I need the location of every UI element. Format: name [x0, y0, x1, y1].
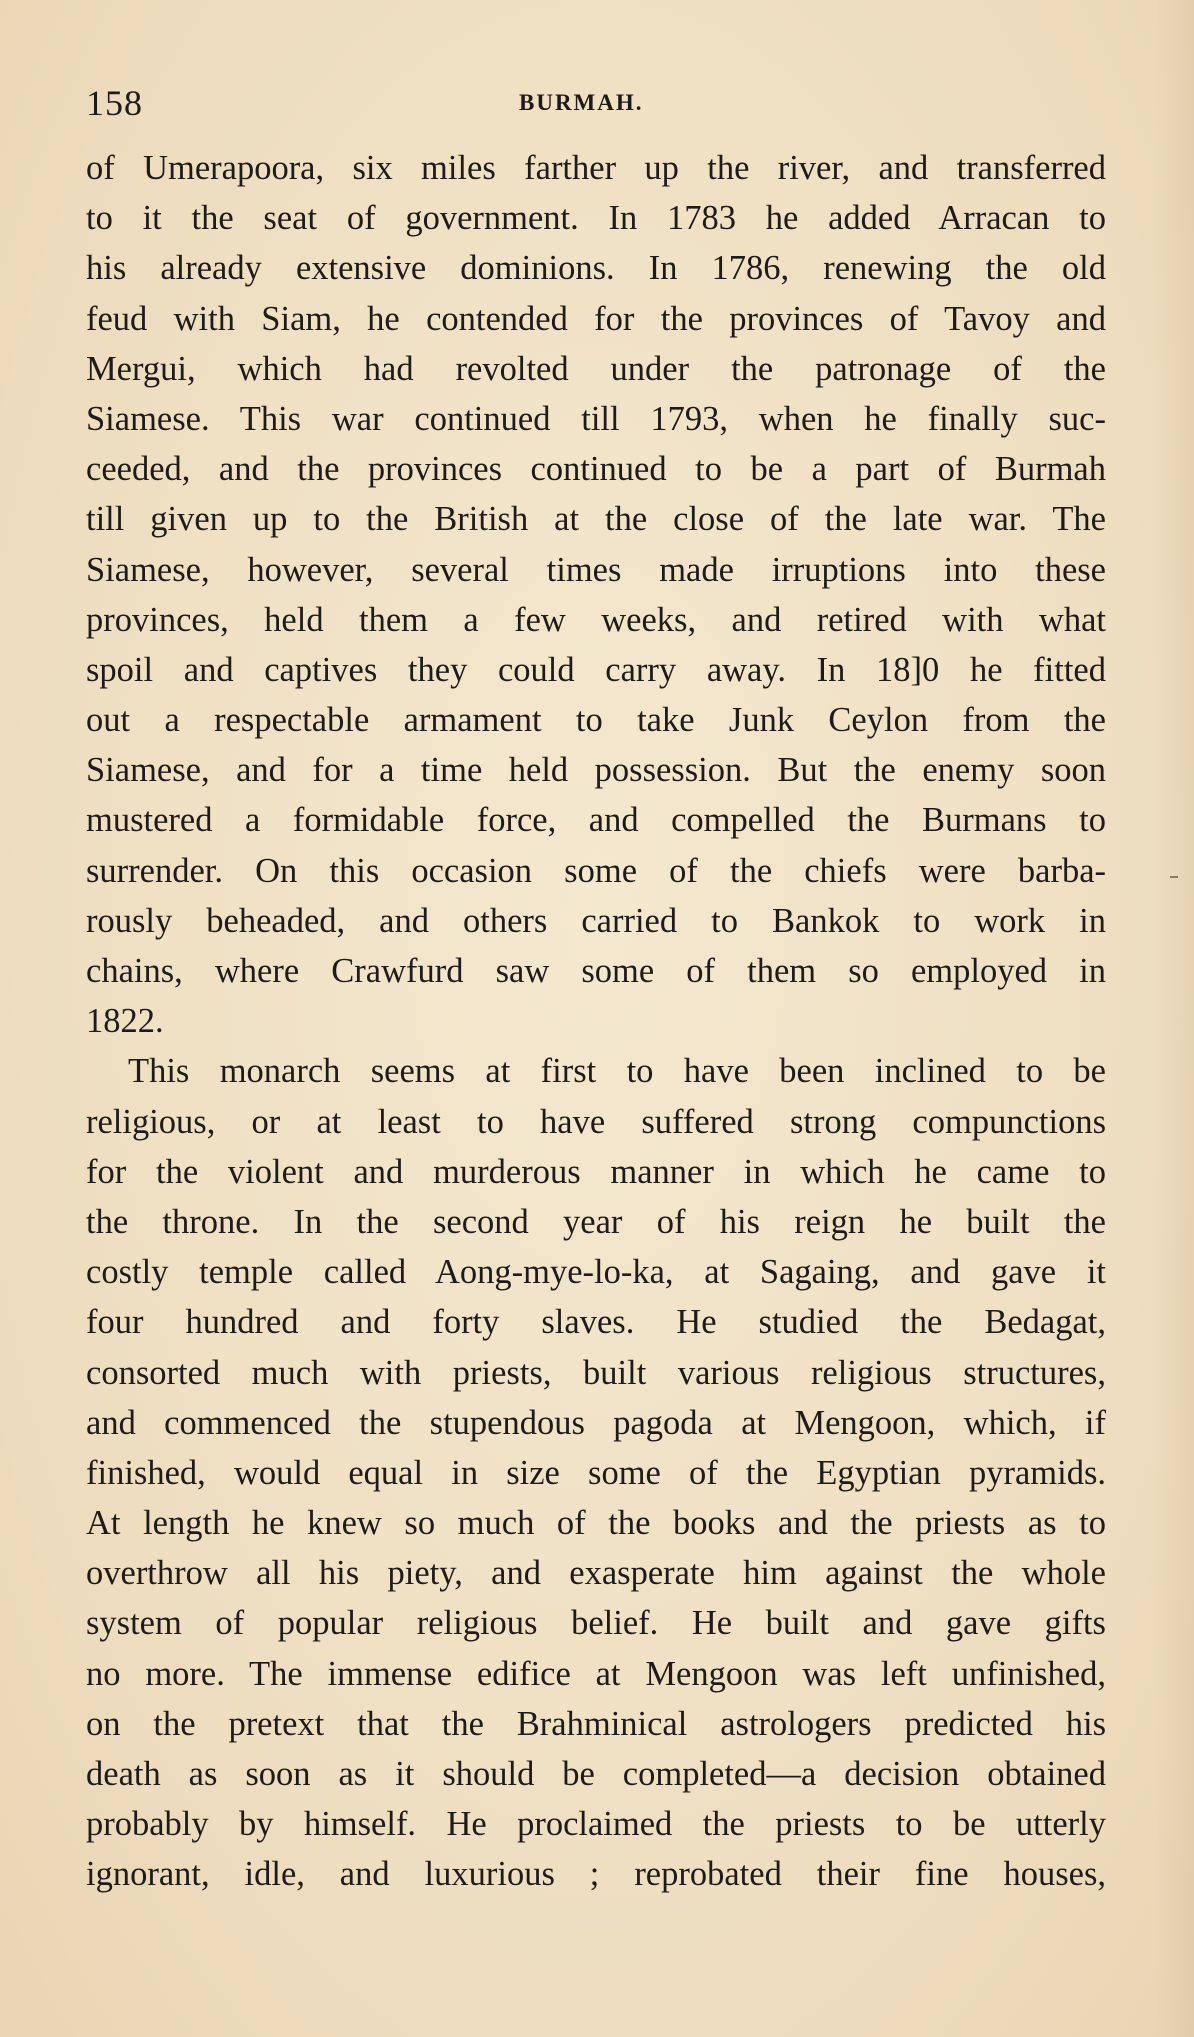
- text-line: out a respectable armament to take Junk Ceylon from the: [86, 701, 1106, 740]
- text-line: ceeded, and the provinces continued to be a part of Burmah: [86, 450, 1106, 489]
- text-line: probably by himself. He proclaimed the priests to be utterly: [86, 1805, 1106, 1844]
- text-line: Mergui, which had revolted under the patronage of the: [86, 349, 1106, 388]
- text-line: 1822.: [86, 1002, 164, 1041]
- text-line: the throne. In the second year of his reign he built the: [86, 1202, 1106, 1241]
- text-line: four hundred and forty slaves. He studied the Bedagat,: [86, 1303, 1106, 1342]
- text-line: rously beheaded, and others carried to Bankok to work in: [86, 901, 1106, 940]
- text-line: no more. The immense edifice at Mengoon was left unfinished,: [86, 1654, 1106, 1693]
- text-line: religious, or at least to have suffered strong compunctions: [86, 1102, 1106, 1141]
- running-title: BURMAH.: [519, 90, 644, 115]
- text-line: his already extensive dominions. In 1786, renewing the old: [86, 249, 1106, 288]
- page-number: 158: [86, 83, 143, 123]
- body-text: [86, 143, 1106, 1900]
- text-line: chains, where Crawfurd saw some of them so employed in: [86, 952, 1106, 990]
- text-line: system of popular religious belief. He built and gave gifts: [86, 1604, 1106, 1643]
- text-line: feud with Siam, he contended for the provinces of Tavoy and: [86, 299, 1106, 338]
- text-line: overthrow all his piety, and exasperate him against the whole: [86, 1554, 1106, 1593]
- running-head: [86, 82, 1106, 130]
- text-line: mustered a formidable force, and compelled the Burmans to: [86, 801, 1106, 840]
- text-line: for the violent and murderous manner in which he came to: [86, 1152, 1106, 1191]
- text-line: of Umerapoora, six miles farther up the river, and transferred: [86, 149, 1106, 187]
- text-line: to it the seat of government. In 1783 he added Arracan to: [86, 199, 1106, 238]
- text-line: death as soon as it should be completed—a decision obtained: [86, 1755, 1106, 1793]
- text-line: Siamese. This war continued till 1793, when he finally suc-: [86, 399, 1106, 438]
- text-line: on the pretext that the Brahminical astrologers predicted his: [86, 1704, 1106, 1743]
- text-line: and commenced the stupendous pagoda at Mengoon, which, if: [86, 1403, 1106, 1442]
- text-line: spoil and captives they could carry away. In 18]0 he fitted: [86, 650, 1106, 689]
- text-line: At length he knew so much of the books and the priests as to: [86, 1504, 1106, 1543]
- text-line: till given up to the British at the close of the late war. The: [86, 500, 1106, 539]
- text-line: Siamese, however, several times made irruptions into these: [86, 550, 1106, 589]
- text-line: Siamese, and for a time held possession. But the enemy soon: [86, 751, 1106, 790]
- text-line: finished, would equal in size some of the Egyptian pyramids.: [86, 1453, 1106, 1492]
- paragraph-first-line: This monarch seems at first to have been inclined to be: [128, 1052, 1106, 1091]
- page-edge-shadow: [1154, 0, 1194, 2037]
- text-line: surrender. On this occasion some of the chiefs were barba-: [86, 851, 1106, 890]
- text-line: provinces, held them a few weeks, and retired with what: [86, 600, 1106, 639]
- text-line: consorted much with priests, built various religious structures,: [86, 1353, 1106, 1392]
- text-line: ignorant, idle, and luxurious ; reprobated their fine houses,: [86, 1855, 1106, 1894]
- text-line: costly temple called Aong-mye-lo-ka, at Sagaing, and gave it: [86, 1253, 1106, 1292]
- margin-mark: [1170, 876, 1178, 878]
